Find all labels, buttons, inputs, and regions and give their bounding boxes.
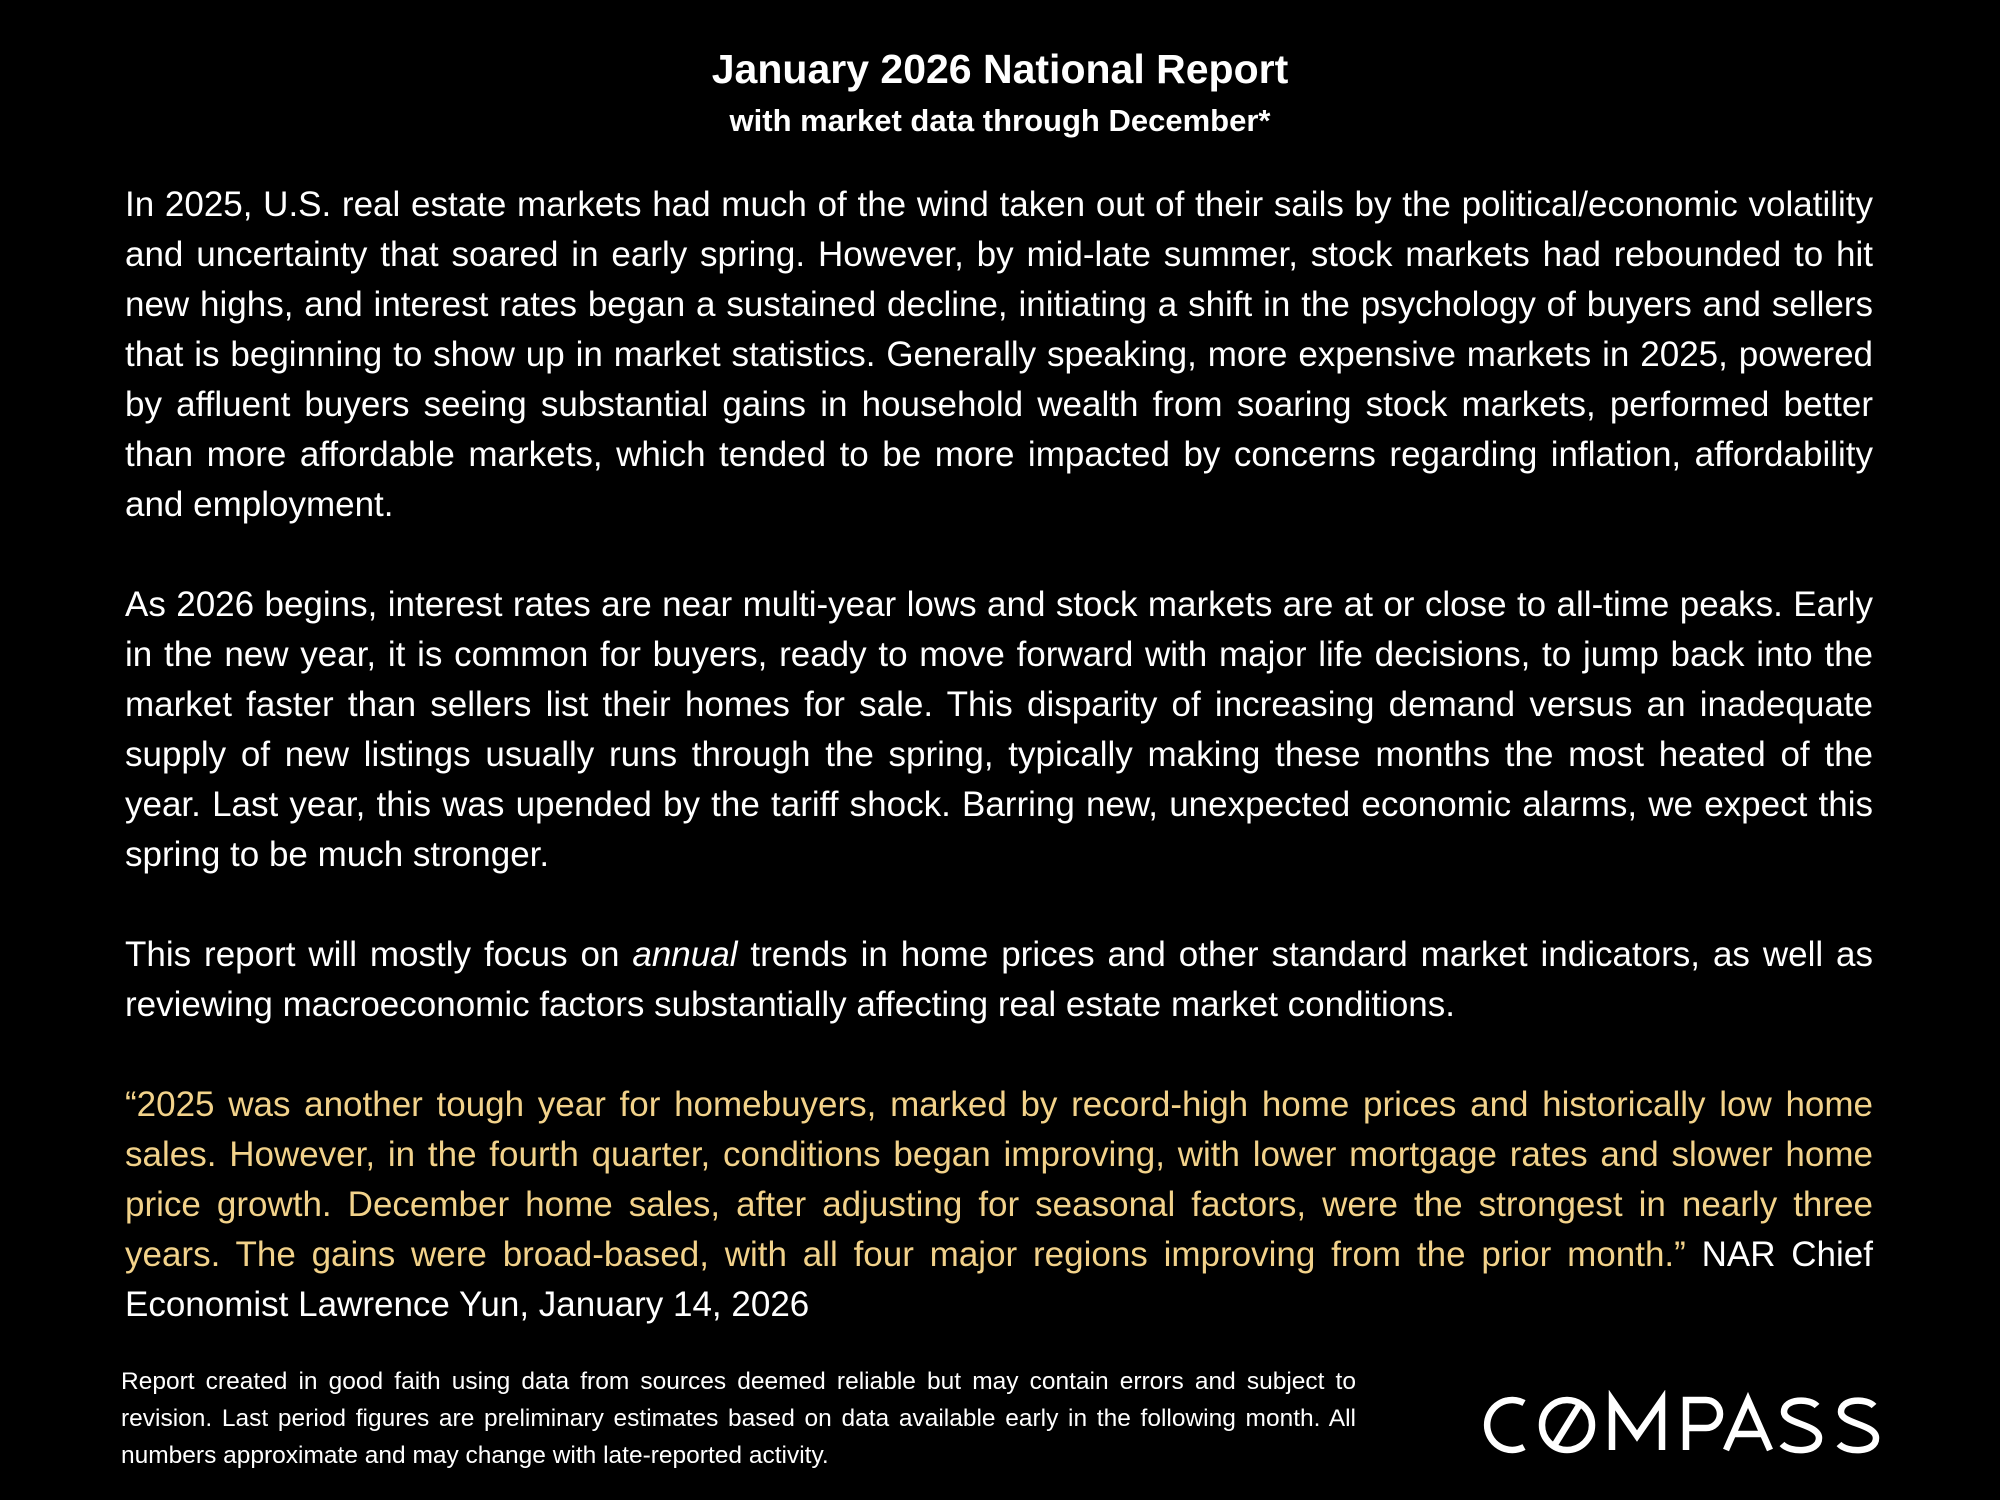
paragraph-market-2025: In 2025, U.S. real estate markets had much of the wind taken out of their sails by the political/economic volatility and uncertainty that soared in early spring. However, by mid-late summer, stock markets had rebounded to hit new highs, and interest rates began a sustained decline, initiating a shift in the psychology of buyers and sellers that is beginning to show up in market statistics. Generally speaking, more expensive markets in 2025, powered by affluent buyers seeing substantial gains in household wealth from soaring stock markets, performed better than more affordable markets, which tended to be more impacted by concerns regarding inflation, affordability and employment.: [125, 185, 1873, 524]
report-body: [125, 180, 1873, 1330]
report-header: [0, 42, 2000, 142]
report-focus-text-end: trends in home prices and other standard market indicators, as well as reviewing macroeconomic factors substantially affecting real estate market conditions.: [125, 935, 1873, 1024]
report-subtitle: with market data through December*: [729, 103, 1271, 138]
quote-attribution: NAR Chief Economist Lawrence Yun, January 14, 2026: [125, 1235, 1873, 1324]
compass-logo: [1472, 1390, 1902, 1460]
quote-text: “2025 was another tough year for homebuyers, marked by record-high home prices and historically low home sales. However, in the fourth quarter, conditions began improving, with lower mortgage rates and slower home price growth. December home sales, after adjusting for seasonal factors, were the strongest in nearly three years. The gains were broad-based, with all four major regions improving from the prior month.”: [125, 1085, 1873, 1274]
paragraph-outlook-2026: As 2026 begins, interest rates are near multi-year lows and stock markets are at or close to all-time peaks. Early in the new year, it is common for buyers, ready to move forward with major life decisions, to jump back into the market faster than sellers list their homes for sale. This disparity of increasing demand versus an inadequate supply of new listings usually runs through the spring, typically making these months the most heated of the year. Last year, this was upended by the tariff shock. Barring new, unexpected economic alarms, we expect this spring to be much stronger.: [125, 585, 1873, 874]
report-focus-emphasis: annual: [632, 935, 738, 974]
disclaimer-note: Report created in good faith using data from sources deemed reliable but may contain errors and subject to revision. Last period figures are preliminary estimates based on data available early in the following month. All numbers approximate and may change with late-reported activity.: [121, 1368, 1356, 1469]
report-focus-text-start: This report will mostly focus on: [125, 935, 633, 974]
economist-quote: [125, 1080, 1873, 1330]
report-title: January 2026 National Report: [711, 46, 1289, 92]
paragraph-report-focus: [125, 930, 1873, 1030]
